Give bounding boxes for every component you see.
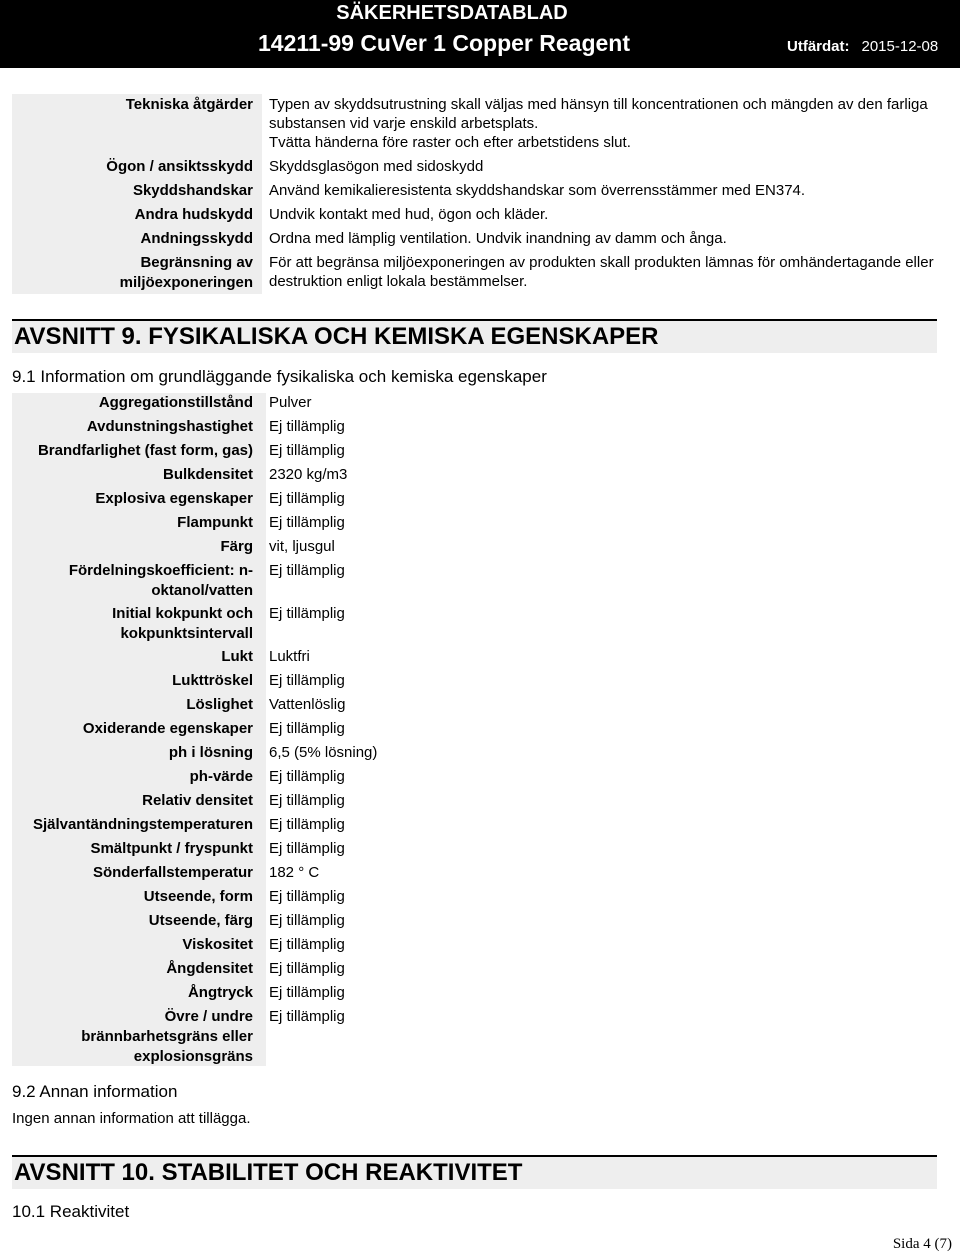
issued-date	[787, 38, 938, 55]
property-value: Ej tillämplig	[269, 442, 345, 459]
exposure-label: Andra hudskydd	[134, 206, 253, 223]
property-label: Flampunkt	[177, 514, 253, 531]
property-label: Bulkdensitet	[162, 466, 253, 483]
property-value: Ej tillämplig	[269, 888, 345, 905]
subsection-9-2-title: 9.2 Annan information	[12, 1082, 178, 1101]
property-label: Självantändningstemperaturen	[32, 816, 253, 833]
property-value: Pulver	[269, 394, 312, 411]
property-value: Ej tillämplig	[269, 936, 345, 953]
issued-label: Utfärdat:	[787, 38, 850, 55]
property-value: Ej tillämplig	[269, 562, 345, 579]
property-label: Ångdensitet	[166, 960, 253, 977]
property-value: Ej tillämplig	[269, 672, 345, 689]
property-value: Ej tillämplig	[269, 984, 345, 1001]
property-label: Ångtryck	[187, 984, 253, 1001]
subsection-10-1-title: 10.1 Reaktivitet	[12, 1202, 130, 1221]
page-number: Sida 4 (7)	[892, 1236, 952, 1252]
property-label: Sönderfallstemperatur	[92, 864, 253, 881]
exposure-value: Använd kemikalieresistenta skyddshandskar som överrensstämmer med EN374.	[269, 182, 806, 199]
property-label: Initial kokpunkt och kokpunktsintervall	[112, 605, 253, 642]
property-label: Relativ densitet	[142, 792, 253, 809]
property-label: ph i lösning	[168, 744, 253, 761]
exposure-label: Begränsning av miljöexponeringen	[119, 254, 253, 291]
exposure-value: Undvik kontakt med hud, ögon och kläder.	[269, 206, 549, 223]
property-value: 182 ° C	[269, 864, 320, 881]
property-label: Viskositet	[182, 936, 253, 953]
property-value: Ej tillämplig	[269, 720, 345, 737]
property-label: Oxiderande egenskaper	[82, 720, 253, 737]
property-label: Lukttröskel	[172, 672, 253, 689]
property-value: vit, ljusgul	[269, 538, 335, 555]
exposure-label: Ögon / ansiktsskydd	[106, 158, 253, 175]
property-label: Utseende, färg	[148, 912, 253, 929]
property-value: Ej tillämplig	[269, 960, 345, 977]
property-label: ph-värde	[189, 768, 253, 785]
property-value: 2320 kg/m3	[269, 466, 348, 483]
section-10-header	[12, 1155, 937, 1189]
property-label: Brandfarlighet (fast form, gas)	[37, 442, 253, 459]
section-9-header	[12, 319, 937, 353]
document-type-title: SÄKERHETSDATABLAD	[336, 2, 568, 24]
document-header	[0, 0, 960, 68]
other-information-text: Ingen annan information att tillägga.	[12, 1110, 251, 1127]
exposure-value: Typen av skyddsutrustning skall väljas med hänsyn till koncentrationen och mängden av den farliga substansen vid varje enskild arbetsplats. Tvätta händerna före raster och efter arbetstidens slut.	[269, 96, 928, 151]
exposure-label: Tekniska åtgärder	[125, 96, 253, 113]
property-label: Explosiva egenskaper	[95, 490, 253, 507]
property-label: Aggregationstillstånd	[98, 394, 253, 411]
section-9-title: AVSNITT 9. FYSIKALISKA OCH KEMISKA EGENSKAPER	[14, 323, 659, 350]
property-label: Fördelningskoefficient: n-oktanol/vatten	[68, 562, 253, 599]
property-label: Avdunstningshastighet	[86, 418, 253, 435]
property-value: Ej tillämplig	[269, 514, 345, 531]
subsection-9-1-title: 9.1 Information om grundläggande fysikaliska och kemiska egenskaper	[12, 367, 547, 386]
property-value: 6,5 (5% lösning)	[269, 744, 378, 761]
property-value: Ej tillämplig	[269, 418, 345, 435]
property-value: Ej tillämplig	[269, 816, 345, 833]
property-label: Löslighet	[186, 696, 253, 713]
property-value: Luktfri	[269, 648, 310, 665]
product-title: 14211-99 CuVer 1 Copper Reagent	[258, 30, 630, 56]
issued-value: 2015-12-08	[861, 38, 939, 55]
exposure-label: Andningsskydd	[140, 230, 253, 247]
property-value: Ej tillämplig	[269, 490, 345, 507]
exposure-value: För att begränsa miljöexponeringen av produkten skall produkten lämnas för omhändertagande eller destruktion enligt lokala bestämmelser.	[269, 254, 934, 290]
property-label: Utseende, form	[143, 888, 253, 905]
section-10-title: AVSNITT 10. STABILITET OCH REAKTIVITET	[14, 1159, 523, 1186]
property-value: Ej tillämplig	[269, 768, 345, 785]
property-value: Vattenlöslig	[269, 696, 346, 713]
property-value: Ej tillämplig	[269, 1008, 345, 1025]
property-label: Smältpunkt / fryspunkt	[90, 840, 253, 857]
property-value: Ej tillämplig	[269, 605, 345, 622]
property-label: Färg	[220, 538, 253, 555]
property-label: Övre / undre brännbarhetsgräns eller explosionsgräns	[81, 1008, 253, 1065]
property-value: Ej tillämplig	[269, 840, 345, 857]
exposure-value: Ordna med lämplig ventilation. Undvik inandning av damm och ånga.	[269, 230, 727, 247]
property-value: Ej tillämplig	[269, 792, 345, 809]
property-value: Ej tillämplig	[269, 912, 345, 929]
exposure-label: Skyddshandskar	[132, 182, 253, 199]
property-label: Lukt	[221, 648, 253, 665]
exposure-value: Skyddsglasögon med sidoskydd	[269, 158, 484, 175]
